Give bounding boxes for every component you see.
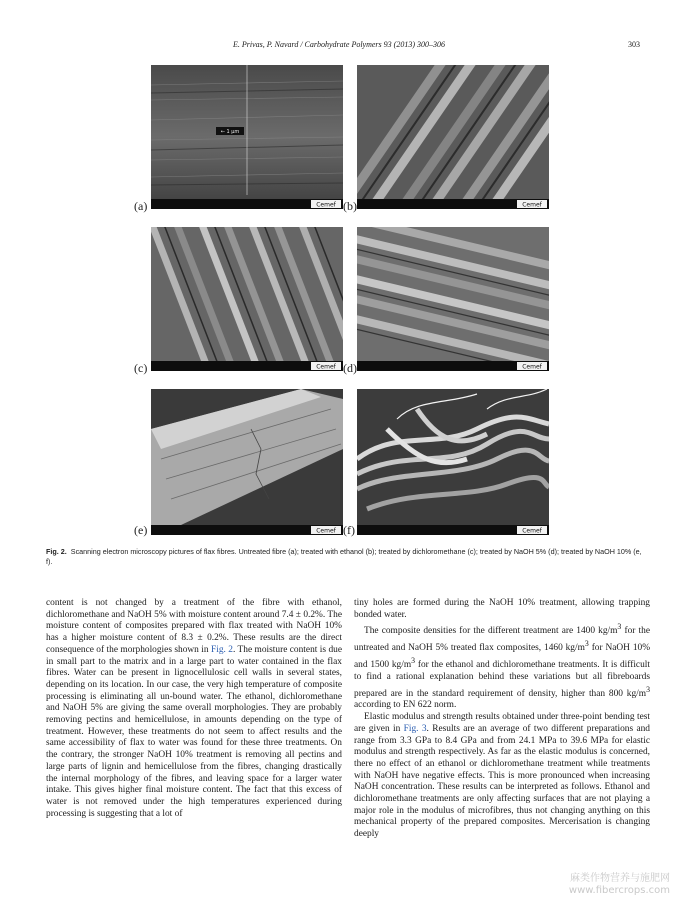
- watermark-line-2: www.fibercrops.com: [568, 885, 670, 896]
- cemef-logo-text: Cemef: [522, 201, 542, 209]
- panel-label-c: (c): [134, 361, 148, 375]
- caption-label: Fig. 2.: [46, 547, 67, 556]
- sem-panel-e: [151, 389, 343, 535]
- text-run: The composite densities for the different treatment are 1400 kg/m: [364, 626, 618, 637]
- superscript: 3: [411, 656, 416, 666]
- superscript: 3: [646, 684, 650, 694]
- paragraph: tiny holes are formed during the NaOH 10% treatment, allowing trapping bonded water.: [354, 598, 650, 620]
- cemef-logo-text: Cemef: [316, 527, 336, 535]
- superscript: 3: [584, 639, 589, 649]
- cemef-logo-text: Cemef: [522, 363, 542, 371]
- figure-caption: [46, 547, 642, 567]
- page-number: 303: [628, 40, 640, 49]
- text-run: for the ethanol and dichloromethane treatments. It is difficult to find a rational explanation behind these variations but all fibreboards prepared are in the standard requirement of density, higher than 800 kg/m: [354, 660, 650, 699]
- caption-text: Scanning electron microscopy pictures of flax fibres. Untreated fibre (a); treated with ethanol (b); treated by dichloromethane (c); treated by NaOH 5% (d); treated by NaOH 10% (e, f).: [46, 547, 642, 566]
- sem-panel-c: [151, 227, 343, 371]
- watermark: [569, 873, 670, 897]
- body-column-left: [46, 598, 342, 820]
- figure-ref-link[interactable]: Fig. 3: [403, 723, 427, 734]
- panel-label-e: (e): [134, 523, 148, 537]
- sem-panel-d: [357, 227, 549, 371]
- panel-label-a: (a): [134, 199, 148, 213]
- sem-panel-b: [357, 65, 549, 209]
- cemef-logo-text: Cemef: [316, 201, 336, 209]
- paragraph: [46, 598, 342, 820]
- text-run: . The moisture content is due in small part to the matrix and in a large part to water contained in the flax fibres. Water can be present in lignocellulosic cell walls in several states, depending on its location. In our case, the very high temperature of composite processing is eliminating all un-bound water. The ethanol, dichloromethane and NaOH 5% are giving the same overall morphologies. They are probably removing pectins and hemicellulose, in amounts depending on the type of treatment. However, these treatments do not seem to affect results and the same accessibility of flax to water was found for these three treatments. On the contrary, the stronger NaOH 10% treatment is removing all pectins and large parts of lignin and hemicellulose from the fibres, changing drastically the internal morphology of the fibres, and leaving space for a larger water intake. This gives higher final moisture content. The fact that this excess of water is not removed under the high temperatures experienced during processing is suggesting that a lot of: [46, 644, 342, 819]
- text-run: . Results are an average of two different preparations and range from 3.3 GPa to 8.4 GPa and from 24.1 MPa to 39.6 MPa for elastic modulus and strength respectively. As far as the elastic modulus is concerned, there no effect of an ethanol or dichloromethane treatment while treatments with NaOH have negative effects. This is more pronounced when increasing NaOH concentration. These results can be interpreted as follows. Ethanol and dichloromethane treatments are only affecting surfaces that are not playing a major role in the modulus of microfibres, thus not changing anything on this mechanical property of the prepared composites. Mercerisation is changing deeply: [354, 723, 650, 840]
- superscript: 3: [617, 622, 622, 632]
- figure-ref-link[interactable]: Fig. 2: [211, 644, 233, 655]
- panel-label-d: (d): [343, 361, 357, 375]
- text-run: according to EN 622 norm.: [354, 700, 457, 711]
- text-run: Elastic modulus and strength results obtained under three-point bending test are given in: [354, 712, 650, 734]
- watermark-line-1: 麻类作物营养与施肥网: [570, 873, 670, 884]
- running-title: E. Privas, P. Navard / Carbohydrate Polymers 93 (2013) 300–306: [233, 40, 445, 49]
- paragraph: [354, 712, 650, 841]
- sem-panel-f: [357, 389, 549, 535]
- sem-panel-a: [151, 65, 343, 209]
- text-run: for the untreated and NaOH 5% treated flax composites, 1460 kg/m: [354, 626, 650, 654]
- figure-2: [120, 61, 560, 541]
- text-run: content is not changed by a treatment of the fibre with ethanol, dichloromethane and NaOH 5% with moisture content around 7.4 ± 0.2%. The moisture content of composites prepared with flax treated with NaOH 10% has a higher moisture content of 8.3 ± 0.2%. These results are the direct consequence of the morphologies shown in: [46, 598, 342, 655]
- paragraph: [354, 621, 650, 712]
- text-run: for NaOH 10% and 1500 kg/m: [354, 643, 650, 671]
- cemef-logo-text: Cemef: [522, 527, 542, 535]
- cemef-logo-text: Cemef: [316, 363, 336, 371]
- panel-label-f: (f): [343, 523, 355, 537]
- panel-label-b: (b): [343, 199, 357, 213]
- body-column-right: [354, 598, 650, 841]
- scalebar-label: ← 1 µm: [220, 129, 240, 135]
